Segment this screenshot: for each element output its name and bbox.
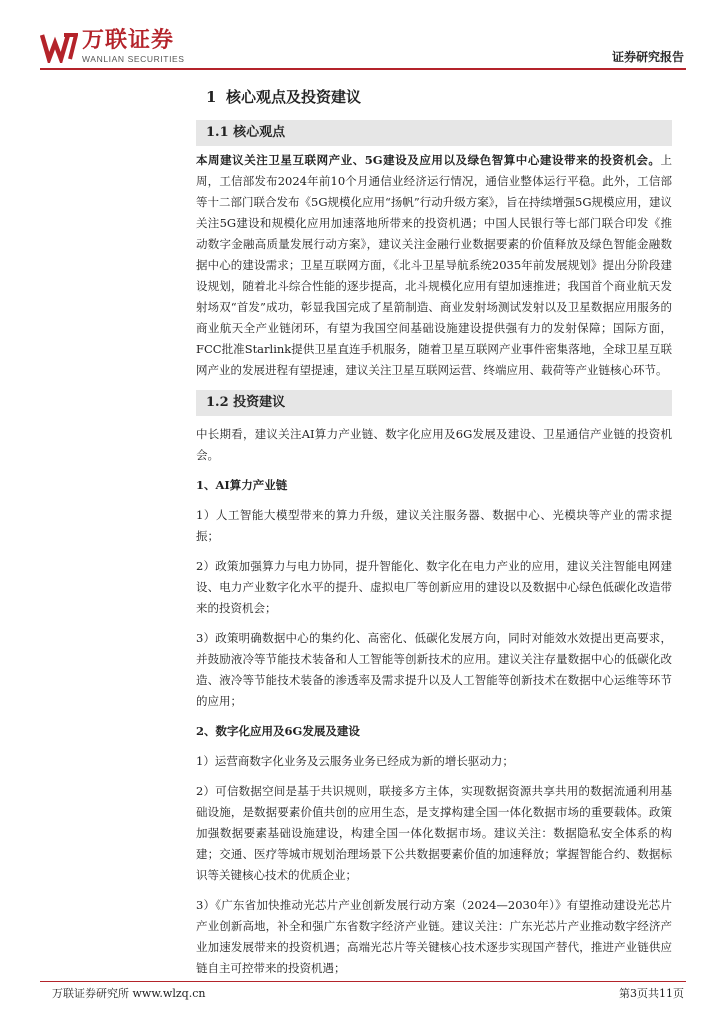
company-logo <box>40 30 185 64</box>
digital-6g-heading: 2、数字化应用及6G发展及建设 <box>196 724 360 738</box>
wanlian-logo-icon <box>40 31 78 63</box>
section-number: 1 <box>206 88 217 106</box>
list-item: 3）《广东省加快推动光芯片产业创新发展行动方案（2024—2030年）》有望推动建设光芯片产业创新高地，补全和强广东省数字经济产业链。建议关注：广东光芯片产业推动数字经济产业加速发展带来的投资机遇；高端光芯片等关键核心技术逐步实现国产替代，推进产业链供应链自主可控带来的投资机遇； <box>196 898 672 975</box>
report-type-label: 证券研究报告 <box>611 50 684 64</box>
report-body <box>196 80 672 979</box>
subsection-heading-investment-advice: 1.2 投资建议 <box>196 390 672 416</box>
subsection-heading-core-views: 1.1 核心观点 <box>196 120 672 146</box>
core-views-lead: 本周建议关注卫星互联网产业、5G建设及应用以及绿色智算中心建设带来的投资机会。 <box>196 153 661 167</box>
core-views-paragraph <box>196 150 672 381</box>
header-divider <box>40 68 686 70</box>
list-item: 2）政策加强算力与电力协同，提升智能化、数字化在电力产业的应用，建议关注智能电网建设、电力产业数字化水平的提升、虚拟电厂等创新应用的建设以及数据中心绿色低碳化改造带来的投资机会； <box>196 559 672 615</box>
list-item: 3）政策明确数据中心的集约化、高密化、低碳化发展方向，同时对能效水效提出更高要求，并鼓励液冷等节能技术装备和人工智能等创新技术的应用。建议关注存量数据中心的低碳化改造、液冷等节能技术装备的渗透率及需求提升以及人工智能等创新技术在数据中心运维等环节的应用； <box>196 631 672 708</box>
core-views-body: 上周，工信部发布2024年前10个月通信业经济运行情况，通信业整体运行平稳。此外，工信部等十二部门联合发布《5G规模化应用“扬帆”行动升级方案》，旨在持续增强5G规模应用，建议关注5G建设和规模化应用加速落地所带来的投资机遇；中国人民银行等七部门联合印发《推动数字金融高质量发展行动方案》，建议关注金融行业数据要素的价值释放及绿色智能金融数据中心的建设需求；卫星互联网方面，《北斗卫星导航系统2035年前发展规划》提出分阶段建设规划，随着北斗综合性能的逐步提高，北斗规模化应用有望加速推进；我国首个商业航天发射场双“首发”成功，彰显我国完成了星箭制造、商业发射场测试发射以及卫星数据应用服务的商业航天全产业链闭环，有望为我国空间基础设施建设提供强有力的发射保障；国际方面，FCC批准Starlink提供卫星直连手机服务，随着卫星互联网产业事件密集落地，全球卫星互联网产业的发展进程有望提速，建议关注卫星互联网运营、终端应用、载荷等产业链核心环节。 <box>196 153 673 377</box>
footer-divider <box>40 981 686 982</box>
list-item: 1）人工智能大模型带来的算力升级，建议关注服务器、数据中心、光模块等产业的需求提振； <box>196 508 672 543</box>
section-heading-1 <box>196 80 672 116</box>
list-item: 2）可信数据空间是基于共识规则，联接多方主体，实现数据资源共享共用的数据流通利用基础设施，是数据要素价值共创的应用生态，是支撑构建全国一体化数据市场的重要载体。政策加强数据要素基础设施建设，构建全国一体化数据市场。建议关注：数据隐私安全体系的构建；交通、医疗等城市规划治理场景下公共数据要素价值的加速释放；掌握智能合约、数据标识等关键核心技术的优质企业； <box>196 784 672 882</box>
page-header <box>0 0 724 72</box>
logo-chinese-name: 万联证券 <box>82 28 175 53</box>
ai-compute-heading: 1、AI算力产业链 <box>196 478 288 492</box>
investment-intro: 中长期看，建议关注AI算力产业链、数字化应用及6G发展及建设、卫星通信产业链的投资机会。 <box>196 427 672 462</box>
page-number: 第3页共11页 <box>619 987 684 1000</box>
list-item: 1）运营商数字化业务及云服务业务已经成为新的增长驱动力； <box>196 754 514 768</box>
footer-source: 万联证券研究所 www.wlzq.cn <box>52 987 206 1000</box>
logo-english-name: WANLIAN SECURITIES <box>82 54 185 64</box>
section-title: 核心观点及投资建议 <box>226 88 362 106</box>
